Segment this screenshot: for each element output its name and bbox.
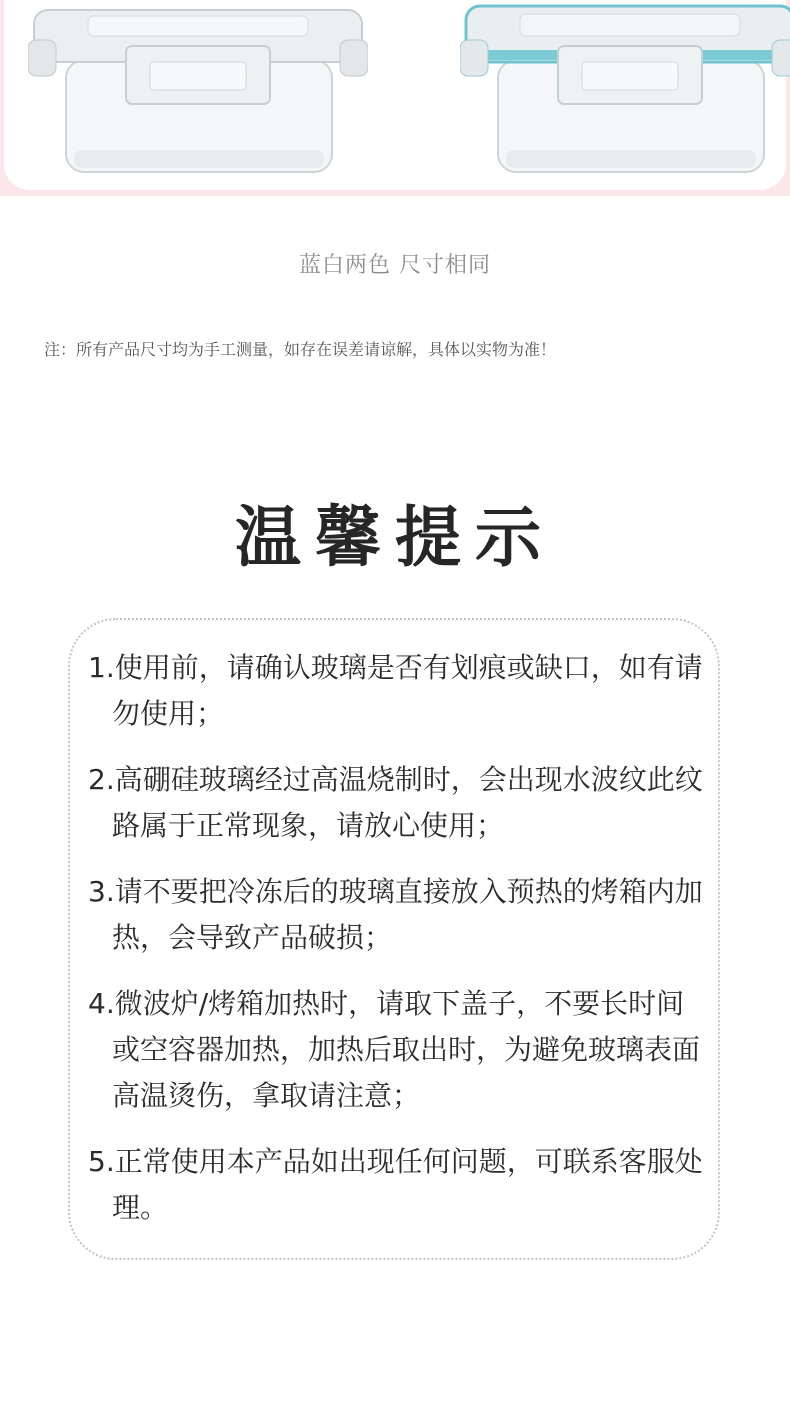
tip-item: 3.请不要把冷冻后的玻璃直接放入预热的烤箱内加热，会导致产品破损；: [88, 875, 703, 954]
white-lid-container-image: [28, 0, 368, 180]
product-banner-card: [4, 0, 786, 190]
product-banner: [0, 0, 790, 196]
tip-item: 2.高硼硅玻璃经过高温烧制时，会出现水波纹此纹路属于正常现象，请放心使用；: [88, 763, 703, 842]
tip-item: 5.正常使用本产品如出现任何问题，可联系客服处理。: [88, 1145, 703, 1224]
tips-title: 温馨提示: [235, 499, 555, 576]
blue-lid-container-image: [460, 0, 790, 180]
tip-item: 1.使用前，请确认玻璃是否有划痕或缺口，如有请勿使用；: [88, 651, 703, 730]
tip-item: 4.微波炉/烤箱加热时，请取下盖子，不要长时间或空容器加热，加热后取出时，为避免玻璃表面高温烫伤，拿取请注意；: [88, 987, 701, 1112]
color-caption: 蓝白两色 尺寸相同: [299, 253, 491, 278]
measurement-note: 注：所有产品尺寸均为手工测量，如存在误差请谅解，具体以实物为准！: [44, 340, 557, 359]
